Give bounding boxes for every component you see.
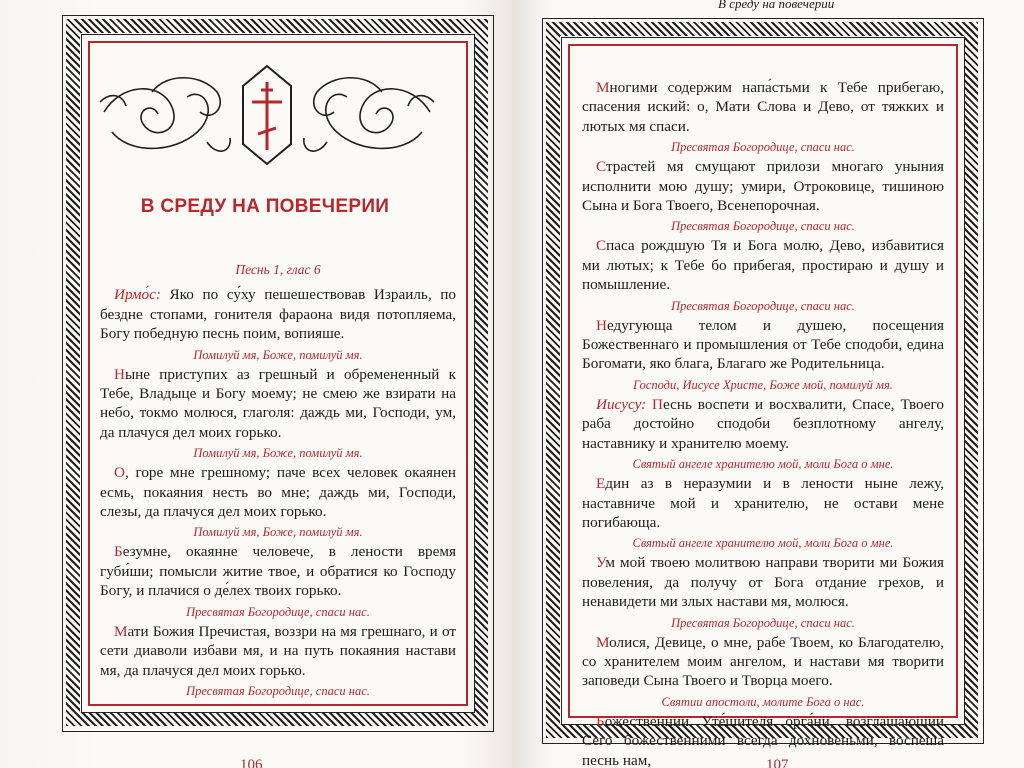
- rubric-refrain: Святый ангеле хранителю мой, моли Бога о мне.: [632, 536, 894, 551]
- canon-title: Песнь 1, глас 6: [235, 262, 321, 277]
- red-initial: Н: [596, 316, 607, 334]
- rubric-refrain: Святый ангеле хранителю мой, моли Бога о мне.: [632, 457, 894, 472]
- rubric-refrain: Святии апостоли, молите Бога о нас.: [661, 694, 865, 709]
- troparion-verse: [100, 463, 456, 521]
- running-head: В среду на повечерии: [718, 0, 835, 11]
- red-initial: М: [596, 79, 610, 96]
- troparion-verse: [582, 474, 944, 532]
- verse-text: ати Божия Пречистая, воззри на мя грешнаго, и от сети диаволи избави мя, и на путь покаяния настави мя, да плачуся дел моих горько.: [100, 622, 456, 679]
- rubric-refrain: Помилуй мя, Боже, помилуй мя.: [193, 446, 363, 461]
- red-initial: С: [596, 158, 606, 176]
- verse-lead-label: Иисусу:: [596, 395, 653, 413]
- red-initial: М: [114, 622, 128, 640]
- verse-text: дин аз в неразумии и в лености ныне лежу, наставниче мой и хранителю, не остави мене погибающа.: [582, 475, 944, 531]
- troparion-verse: [582, 316, 944, 374]
- verse-text: , горе мне грешному; паче всех человек окаянен есмь, покаяния несть во мне; даждь ми, Господи, слезы, да плачуся дел моих горько.: [100, 464, 456, 521]
- right-page: [512, 0, 1024, 768]
- troparion-verse: [100, 542, 456, 600]
- scroll-ornament-left: [100, 78, 230, 151]
- troparion-verse: [582, 553, 944, 611]
- red-initial: О: [114, 464, 125, 482]
- rubric-refrain: Господи, Иисусе Христе, Боже мой, помилуй мя.: [633, 377, 893, 392]
- rubric-refrain: Пресвятая Богородице, спаси нас.: [671, 219, 855, 234]
- page-number-right: 107: [766, 757, 789, 768]
- verse-text: езумне, окаянне человече, в лености время губи́ши; помысли житие твое, и обратися ко Господу Богу, и плачися о де́лех твоих горько.: [100, 543, 456, 600]
- rubric-refrain: Пресвятая Богородице, спаси нас.: [671, 615, 855, 630]
- rubric-refrain: Помилуй мя, Боже, помилуй мя.: [193, 347, 363, 362]
- verse-text: ожественнии Уте́шителя орга́ни, возглашающии Сего божественними всегда дохновеньми, воспеша песнь нам,: [582, 712, 944, 768]
- headpiece-ornament: [92, 62, 442, 166]
- troparion-verse: [100, 622, 456, 680]
- rubric-refrain: Пресвятая Богородице, спаси нас.: [671, 298, 855, 313]
- verse-text: ыне приступих аз грешный и обремененный к Тебе, Владыце и Богу моему; не смею же взирати на небо, токмо молюся, глаголя: даждь ми, Господи, ум, да плачуся дел моих горько.: [100, 365, 456, 441]
- red-initial: Н: [114, 365, 125, 383]
- troparion-verse: [100, 365, 456, 443]
- verse-text: паса рождшую Тя и Бога молю, Дево, избавитися ми лютых; к Тебе бо прибегая, простираю и душу и помышление.: [582, 237, 944, 294]
- troparion-verse: [582, 395, 944, 453]
- red-initial: С: [596, 237, 607, 255]
- page-title: В СРЕДУ НА ПОВЕЧЕРИИ: [140, 196, 390, 217]
- scroll-ornament-right: [304, 78, 434, 151]
- troparion-verse: [582, 712, 944, 768]
- troparion-verse: [582, 157, 944, 215]
- verse-text: ногими содержим напа́стьми к Тебе прибегаю, спасения иский: о, Мати Слова и Дево, от тяжких и лютых мя спаси.: [582, 79, 944, 135]
- red-initial: Е: [596, 475, 606, 493]
- red-initial: У: [596, 554, 606, 572]
- rubric-refrain: Пресвятая Богородице, спаси нас.: [186, 683, 370, 698]
- verse-text: еснь воспети и восхвалити, Спасе, Твоего раба достойно сподоби безплотному ангелу, наставнику и хранителю моему.: [582, 395, 944, 452]
- troparion-verse: [100, 285, 456, 343]
- page-number-left: 106: [240, 757, 263, 768]
- verse-lead-label: Ирмо́с:: [114, 286, 170, 304]
- verse-text: трастей мя смущают прилози многаго уныния исполнити мою душу; умири, Отроковице, тишиною Сына и Бога Твоего, Всенепорочная.: [582, 158, 944, 215]
- right-text-column: [582, 78, 944, 768]
- rubric-refrain: Помилуй мя, Боже, помилуй мя.: [193, 525, 363, 540]
- troparion-verse: [582, 236, 944, 294]
- verse-text: олися, Девице, о мне, рабе Твоем, ко Благодателю, со хранителем моим ангелом, и настави мя творити заповеди Сына Твоего и Творца моего.: [582, 633, 944, 690]
- red-initial: Б: [596, 712, 605, 730]
- verse-text: едугующа телом и душею, посещения Божественнаго и промышления от Тебе сподоби, едина Богомати, яко блага, Благаго же Родительница.: [582, 316, 944, 373]
- red-initial: М: [596, 633, 610, 651]
- troparion-verse: [582, 633, 944, 691]
- red-initial: Б: [114, 543, 123, 561]
- left-text-column: [100, 260, 456, 701]
- red-initial: П: [652, 395, 663, 413]
- rubric-refrain: Пресвятая Богородице, спаси нас.: [671, 140, 855, 155]
- troparion-verse: [582, 78, 944, 136]
- verse-text: м мой твоею молитвою направи творити ми Божия повеления, да получу от Бога отдание грехов, и ненавидети ми злых настави мя, молюся.: [582, 554, 944, 611]
- rubric-refrain: Пресвятая Богородице, спаси нас.: [186, 604, 370, 619]
- verse-text: Яко по су́ху пешешествовав Израиль, по бездне стопами, гонителя фараона видя потопляема, Богу победную песнь поим, вопияше.: [100, 286, 456, 343]
